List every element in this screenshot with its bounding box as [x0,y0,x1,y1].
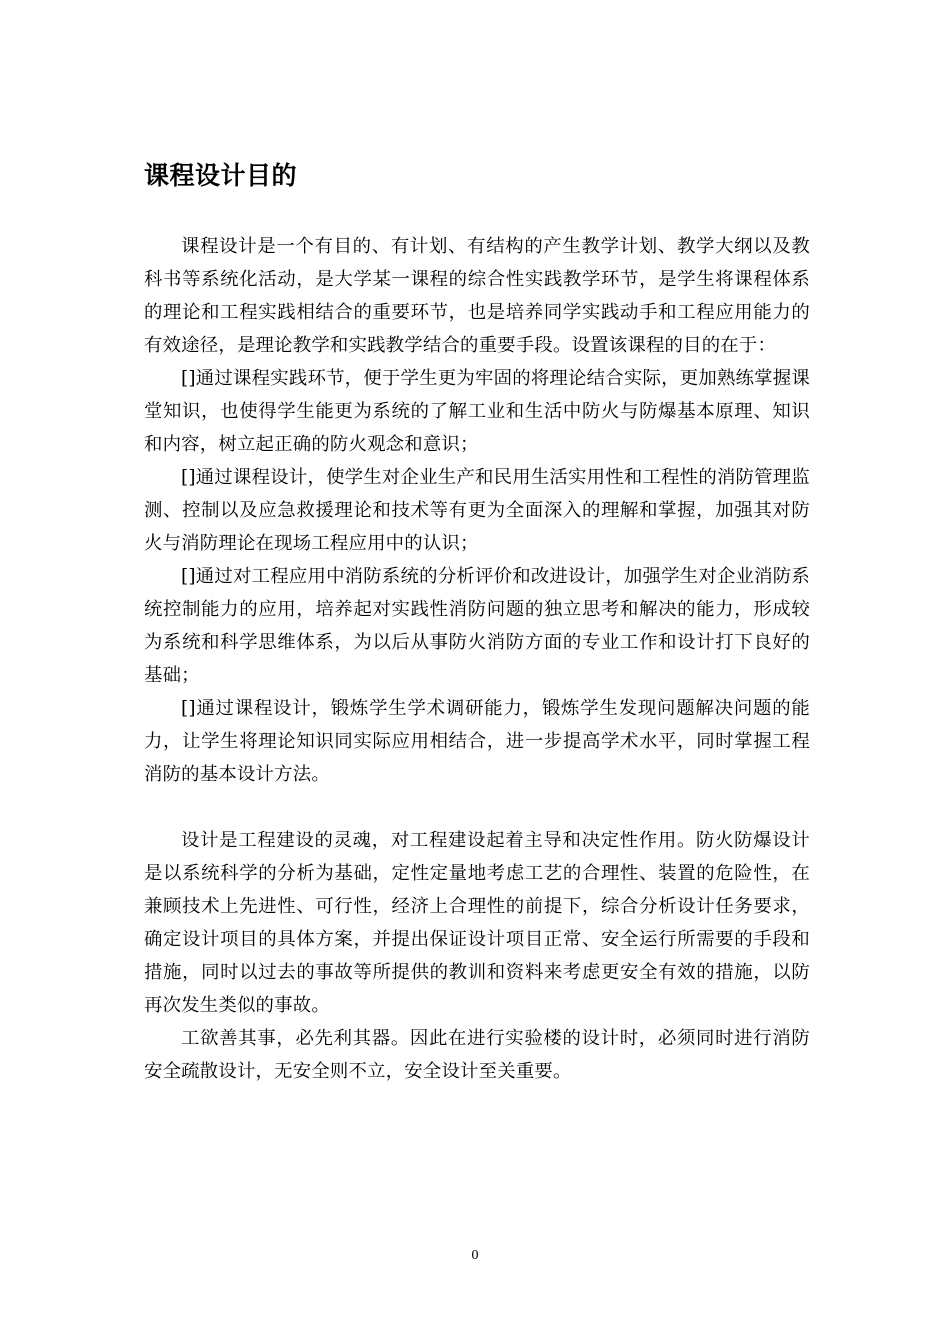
purpose-item-2: []通过课程设计，使学生对企业生产和民用生活实用性和工程性的消防管理监测、控制以及应急救援理论和技术等有更为全面深入的理解和掌握，加强其对防火与消防理论在现场工程应用中的认识； [144,467,810,554]
intro-paragraph: 课程设计是一个有目的、有计划、有结构的产生教学计划、教学大纲以及教科书等系统化活动，是大学某一课程的综合性实践教学环节，是学生将课程体系的理论和工程实践相结合的重要环节，也是培养同学实践动手和工程应用能力的有效途径，是理论教学和实践教学结合的重要手段。设置该课程的目的在于： [144,236,810,356]
closing-paragraph: 工欲善其事，必先利其器。因此在进行实验楼的设计时，必须同时进行消防安全疏散设计，无安全则不立，安全设计至关重要。 [144,1028,810,1082]
purpose-item-1: []通过课程实践环节，便于学生更为牢固的将理论结合实际，更加熟练掌握课堂知识，也使得学生能更为系统的了解工业和生活中防火与防爆基本原理、知识和内容，树立起正确的防火观念和意识； [144,368,810,455]
section-heading: 课程设计目的 [144,161,298,190]
page-number: 0 [471,1248,479,1263]
design-paragraph: 设计是工程建设的灵魂，对工程建设起着主导和决定性作用。防火防爆设计是以系统科学的分析为基础，定性定量地考虑工艺的合理性、装置的危险性，在兼顾技术上先进性、可行性，经济上合理性的前提下，综合分析设计任务要求，确定设计项目的具体方案，并提出保证设计项目正常、安全运行所需要的手段和措施，同时以过去的事故等所提供的教训和资料来考虑更安全有效的措施，以防再次发生类似的事故。 [144,830,810,1016]
paragraph-spacer [144,791,810,824]
purpose-item-4: []通过课程设计，锻炼学生学术调研能力，锻炼学生发现问题解决问题的能力，让学生将理论知识同实际应用相结合，进一步提高学术水平，同时掌握工程消防的基本设计方法。 [144,698,810,785]
document-body [144,230,810,1088]
purpose-item-3: []通过对工程应用中消防系统的分析评价和改进设计，加强学生对企业消防系统控制能力的应用，培养起对实践性消防问题的独立思考和解决的能力，形成较为系统和科学思维体系，为以后从事防火消防方面的专业工作和设计打下良好的基础； [144,566,810,686]
